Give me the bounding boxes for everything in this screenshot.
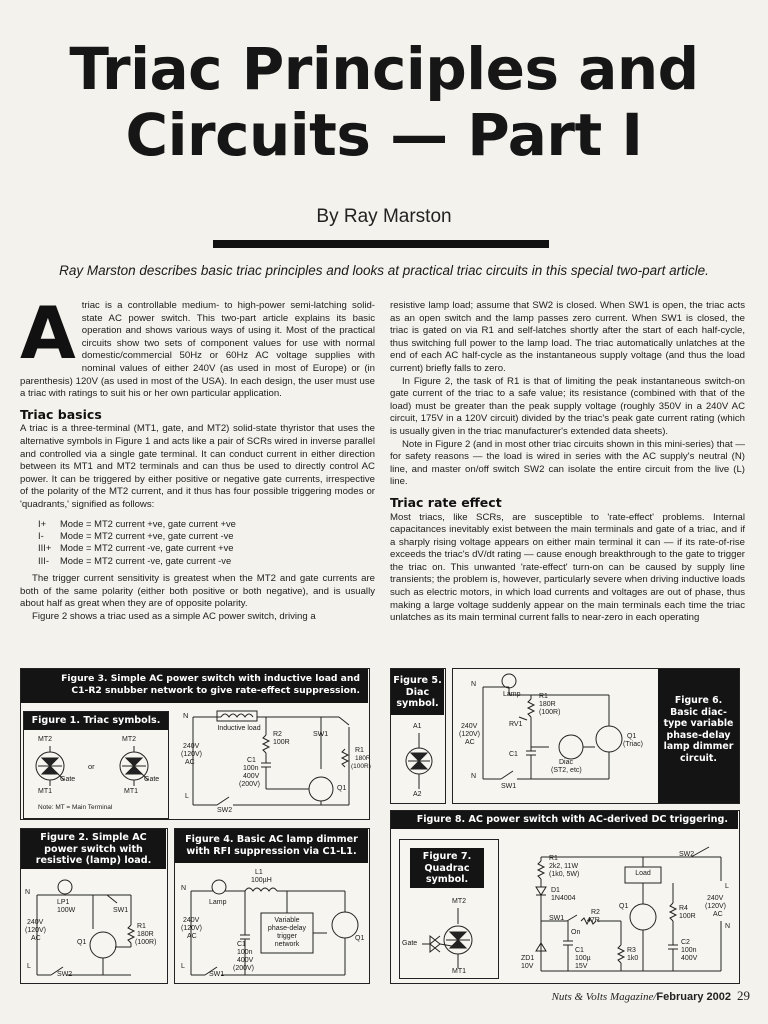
fig3-label-r2: R2 <box>273 731 282 738</box>
fig3-label-r1v1: 180R <box>355 755 371 762</box>
fig8-label-q1: Q1 <box>619 903 629 910</box>
mode-row: I- Mode = MT2 current +ve, gate current -ve <box>38 529 234 541</box>
fig2-label-lp1v: 100W <box>57 907 76 914</box>
figure-8-caption: Figure 8. AC power switch with AC-derived DC triggering. <box>391 811 738 829</box>
fig3-label-supply2: (120V) <box>181 751 203 758</box>
heading-triac-basics: Triac basics <box>20 406 102 422</box>
fig8-label-r4: R4 <box>679 905 688 912</box>
figure-2-panel <box>20 828 168 984</box>
title-line-1: Triac Principles and <box>69 35 699 103</box>
fig1-label-gate-a: Gate <box>60 776 76 783</box>
figure-8-panel <box>390 810 740 984</box>
fig8-label-supply2: (120V) <box>705 903 727 910</box>
fig3-label-c1: C1 <box>247 757 256 764</box>
fig8-label-l: L <box>725 883 729 890</box>
fig6-label-c1: C1 <box>509 751 518 758</box>
fig1-label-mt2b: MT2 <box>122 736 136 743</box>
page-number: 29 <box>737 988 750 1003</box>
fig6-label-rv1: RV1 <box>509 721 523 728</box>
fig8-label-r2v: 47R <box>587 917 600 924</box>
fig4-label-lamp: Lamp <box>209 899 227 906</box>
fig3-label-c1v2: 400V <box>243 773 260 780</box>
figure-3-caption: Figure 3. Simple AC power switch with inductive load and C1-R2 snubber network to give rate-effect suppression. <box>21 669 368 703</box>
fig6-label-sw1: SW1 <box>501 783 517 790</box>
fig8-label-c1v2: 15V <box>575 963 588 970</box>
fig8-label-c1: C1 <box>575 947 584 954</box>
fig1-label-mt1b: MT1 <box>124 788 138 795</box>
fig3-label-sw1: SW1 <box>313 731 329 738</box>
fig1-label-mt2a: MT2 <box>38 736 52 743</box>
fig4-box-line4: network <box>274 941 300 948</box>
fig6-label-n2: N <box>471 773 477 780</box>
fig7-label-mt1: MT1 <box>452 968 466 975</box>
standfirst: Ray Marston describes basic triac principles and looks at practical triac circuits in this special two-part article. <box>59 263 709 278</box>
fig4-box-line2: phase-delay <box>267 925 307 932</box>
fig3-label-c1v3: (200V) <box>239 781 261 788</box>
fig8-label-supply3: AC <box>713 911 723 918</box>
sensitivity-paragraph: The trigger current sensitivity is greatest when the MT2 and gate currents are both of the same polarity (either both positive or both negative), and is usually about half as great when they are of opposite polarity. <box>20 573 375 610</box>
fig3-label-n: N <box>183 711 189 720</box>
fig8-label-r3: R3 <box>627 947 636 954</box>
figure-1-panel <box>23 711 169 819</box>
figure-2-caption: Figure 2. Simple AC power switch with resistive (lamp) load. <box>21 829 166 869</box>
figure-4-panel <box>174 828 370 984</box>
fig8-label-zd1v: 10V <box>521 963 534 970</box>
safety-note-paragraph: Note in Figure 2 (and in most other triac circuits shown in this mini-series) that — for safety reasons — the load is wired in series with the AC supply's neutral (N) line, and master on/off switch SW2 can isolate the entire circuit from the live (L) line. <box>390 438 745 488</box>
article-title <box>0 36 768 168</box>
fig3-label-c1v1: 100n <box>243 765 259 772</box>
figure-5-diac-symbol <box>391 669 447 805</box>
byline: By Ray Marston <box>316 206 452 227</box>
fig4-label-supply1: 240V <box>183 917 200 924</box>
fig4-label-sw1: SW1 <box>209 971 225 978</box>
intro-paragraph: Atriac is a controllable medium- to high-power semi-latching solid-state AC power switch. This two-part article explains its basic operation and shows various ways of using it. Most of the practical circuits show two sets of component values for use with normal domestic/commercial 50Hz or 60Hz AC voltage supplies with nominal values of either 240V (as used in most of Europe) or (in parenthesis) 120V (as used in most of the USA). In each design, the user must use a triac with ratings to suit his or her own particular application. <box>20 291 375 400</box>
figure-1-caption: Figure 1. Triac symbols. <box>24 712 168 730</box>
fig1-label-or: or <box>88 762 95 771</box>
fig2-label-sw2: SW2 <box>57 971 73 978</box>
fig4-label-c1: C1 <box>237 941 246 948</box>
fig8-label-n: N <box>725 923 731 930</box>
page-footer <box>500 988 750 1004</box>
fig4-label-q1: Q1 <box>355 935 365 942</box>
fig4-label-n: N <box>181 885 187 892</box>
fig8-label-r4v: 100R <box>679 913 696 920</box>
fig6-label-q1: Q1 <box>627 733 637 740</box>
figure-7-quadrac-symbol <box>400 840 500 980</box>
figure-6-caption: Figure 6. Basic diac-type variable phase-delay lamp dimmer circuit. <box>658 669 739 803</box>
basics-paragraph: A triac is a three-terminal (MT1, gate, and MT2) solid-state thyristor that uses the alternative symbols in Figure 1 and acts like a pair of SCRs wired in inverse parallel and controlled via a single gate terminal. It can conduct current in either direction between its MT1 and MT2 terminals and can thus be used to directly control AC power. It can be triggered by either positive or negative gate currents, irrespective of the polarity of the MT2 current, and it thus has four possible triggering modes or 'quadrants,' signified as follows: <box>20 423 375 510</box>
fig6-label-n: N <box>471 681 477 688</box>
fig6-label-diacv: (ST2, etc) <box>551 767 582 774</box>
fig3-label-supply3: AC <box>185 759 195 766</box>
figure-4-schematic <box>175 829 371 985</box>
fig3-label-r1v2: (100R) <box>351 763 371 770</box>
fig3-label-q1: Q1 <box>337 785 347 792</box>
fig3-label-load: Inductive load <box>217 725 261 732</box>
fig6-label-lamp: Lamp <box>503 691 521 698</box>
lamp-load-paragraph: resistive lamp load; assume that SW2 is closed. When SW1 is open, the triac acts as an open switch and the lamp passes zero current. When SW1 is closed, the triac is gated on via R1 and self-latches shortly after the start of each half-cycle, thus switching full power to the lamp load. The triac automatically unlatches at the end of each AC half-cycle as the instantaneous supply voltage (and thus the load current) briefly falls to zero. <box>390 300 745 374</box>
magazine-name: Nuts & Volts Magazine/ <box>551 991 657 1003</box>
fig3-label-r2v: 100R <box>273 739 290 746</box>
fig6-label-r1v2: (100R) <box>539 709 561 716</box>
fig8-label-c2v1: 100n <box>681 947 697 954</box>
fig7-label-gate: Gate <box>402 940 418 947</box>
fig2-label-sw1: SW1 <box>113 907 129 914</box>
fig8-label-on: On <box>571 929 581 936</box>
title-line-2: Circuits — Part I <box>125 101 643 169</box>
fig8-label-r1v2: (1k0, 5W) <box>549 871 580 878</box>
fig2-label-r1: R1 <box>137 923 146 930</box>
r1-task-paragraph: In Figure 2, the task of R1 is that of limiting the peak instantaneous switch-on gate current of the triac to a safe value; its resistance (combined with that of the load) must be greater than the peak supply voltage (roughly 350V in a 240V AC circuit, 175V in a 120V circuit) divided by the triac's peak gate current rating (which is usually given in the triac manufacturer's extended data sheets). <box>390 375 745 437</box>
fig2-label-lp1: LP1 <box>57 899 70 906</box>
fig6-label-r1: R1 <box>539 693 548 700</box>
fig4-label-l1v: 100µH <box>251 877 272 884</box>
fig6-label-diac: Diac <box>559 759 574 766</box>
fig2-label-supply3: AC <box>31 935 41 942</box>
rate-effect-paragraph: Most triacs, like SCRs, are susceptible to 'rate-effect' problems. Internal capacitances inevitably exist between the main terminals and gate of a triac, and if a sharply rising voltage appears on either main terminal it can — if its rate-of-rise exceeds the triac's dV/dt rating — cause enough breakthrough to the gate to trigger the triac on. This unwanted 'rate-effect' turn-on can be caused by supply line transients; the problem is, however, particularly severe when driving inductive loads such as electric motors, in which load currents and voltages are out of phase, thus making a large voltage suddenly appear on the main terminals each time the triac unlatches as its main terminal current falls to near-zero in each operating <box>390 511 745 624</box>
figure-6-panel <box>452 668 740 804</box>
figure-5-panel <box>390 668 446 804</box>
fig2-label-q1: Q1 <box>77 939 87 946</box>
mode-row: III+ Mode = MT2 current -ve, gate current +ve <box>38 542 234 554</box>
fig8-label-r1: R1 <box>549 855 558 862</box>
mode-row: I+ Mode = MT2 current +ve, gate current +ve <box>38 517 236 529</box>
fig6-label-q1v: (Triac) <box>623 741 643 748</box>
figure-5-caption: Figure 5. Diac symbol. <box>391 669 444 715</box>
fig3-label-supply1: 240V <box>183 743 200 750</box>
figure-2-schematic <box>21 829 169 985</box>
fig4-label-c1v3: (200V) <box>233 965 255 972</box>
fig2-label-n: N <box>25 889 31 896</box>
fig4-label-l1: L1 <box>255 869 263 876</box>
fig1-label-gate-b: Gate <box>144 776 160 783</box>
fig4-label-l: L <box>181 963 185 970</box>
modes-list <box>38 518 375 568</box>
figure-4-caption: Figure 4. Basic AC lamp dimmer with RFI suppression via C1-L1. <box>175 829 368 863</box>
fig4-label-supply2: (120V) <box>181 925 203 932</box>
issue-date: February 2002 <box>656 991 731 1003</box>
fig8-label-sw1: SW1 <box>549 915 565 922</box>
fig8-label-r2: R2 <box>591 909 600 916</box>
fig8-label-c2: C2 <box>681 939 690 946</box>
fig8-label-supply1: 240V <box>707 895 724 902</box>
fig4-label-supply3: AC <box>187 933 197 940</box>
drop-cap: A <box>20 291 76 375</box>
fig6-label-r1v1: 180R <box>539 701 556 708</box>
heading-rate-effect: Triac rate effect <box>390 494 502 510</box>
fig6-label-supply3: AC <box>465 739 475 746</box>
fig8-label-zd1: ZD1 <box>521 955 535 962</box>
fig1-label-mt1a: MT1 <box>38 788 52 795</box>
figure-7-caption: Figure 7. Quadrac symbol. <box>410 848 484 888</box>
title-rule <box>213 240 549 248</box>
fig8-label-load: Load <box>635 870 651 877</box>
figure-7-panel <box>399 839 499 979</box>
fig3-label-l: L <box>185 793 189 800</box>
fig8-label-sw2: SW2 <box>679 851 695 858</box>
fig7-label-mt2: MT2 <box>452 898 466 905</box>
fig5-label-a1: A1 <box>413 723 422 730</box>
fig1-label-note: Note: MT = Main Terminal <box>38 804 113 811</box>
fig8-label-c2v2: 400V <box>681 955 698 962</box>
fig2-label-supply2: (120V) <box>25 927 47 934</box>
fig8-label-r3v: 1k0 <box>627 955 639 962</box>
fig4-box-line3: trigger <box>277 933 297 940</box>
fig4-label-c1v2: 400V <box>237 957 254 964</box>
fig5-label-a2: A2 <box>413 791 422 798</box>
mode-row: III- Mode = MT2 current -ve, gate current -ve <box>38 554 232 566</box>
fig3-label-r1: R1 <box>355 747 364 754</box>
fig2-label-l: L <box>27 963 31 970</box>
fig6-label-supply2: (120V) <box>459 731 481 738</box>
right-column <box>390 300 745 625</box>
fig2-label-supply1: 240V <box>27 919 44 926</box>
fig2-label-r1v2: (100R) <box>135 939 157 946</box>
fig4-box-line1: Variable <box>274 917 300 924</box>
fig8-label-d1: D1 <box>551 887 560 894</box>
fig2-label-r1v1: 180R <box>137 931 154 938</box>
fig2-intro-paragraph: Figure 2 shows a triac used as a simple AC power switch, driving a <box>32 610 316 622</box>
fig8-label-d1v: 1N4004 <box>551 895 576 902</box>
fig4-label-c1v1: 100n <box>237 949 253 956</box>
fig8-label-c1v1: 100µ <box>575 955 591 962</box>
left-column <box>20 291 375 624</box>
fig8-label-r1v1: 2k2, 11W <box>549 863 579 870</box>
figure-3-panel <box>20 668 370 820</box>
fig6-label-supply1: 240V <box>461 723 478 730</box>
fig3-label-sw2: SW2 <box>217 807 233 814</box>
